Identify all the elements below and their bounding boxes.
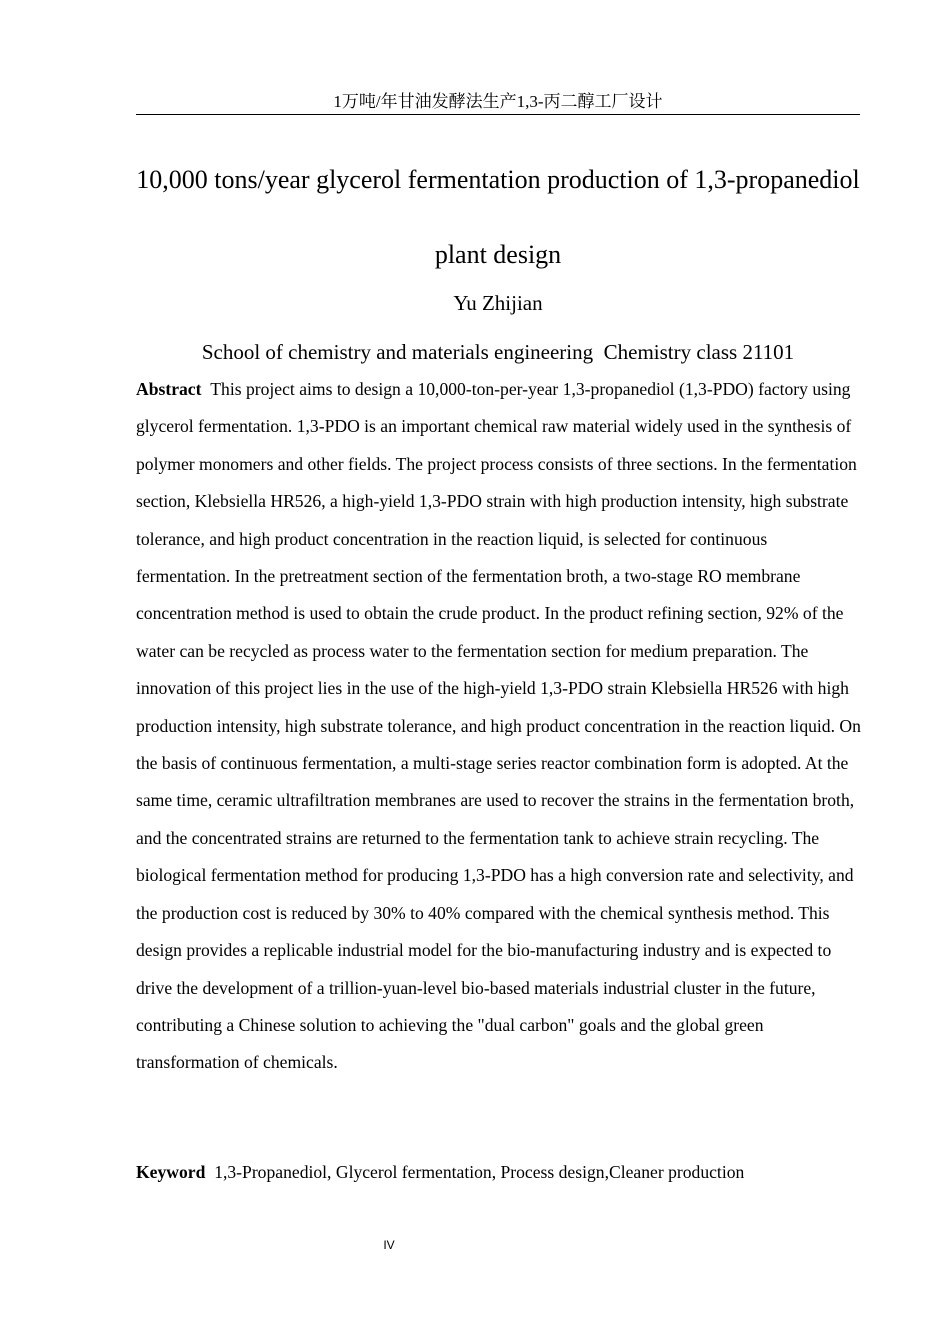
keywords-label: Keyword	[136, 1162, 206, 1182]
keywords	[136, 1156, 864, 1188]
running-header	[136, 90, 860, 115]
author-name: Yu Zhijian	[453, 291, 543, 315]
abstract	[136, 371, 864, 1082]
running-title: 1万吨/年甘油发酵法生产1,3-丙二醇工厂设计	[333, 92, 663, 111]
affiliation: School of chemistry and materials engineering Chemistry class 21101	[201, 340, 795, 364]
abstract-text: This project aims to design a 10,000-ton-per-year 1,3-propanediol (1,3-PDO) factory using glycerol fermentation. 1,3-PDO is an important chemical raw material widely used in the synthesis of polymer monomers and other fields. The project process consists of three sections. In the fermentation section, Klebsiella HR526, a high-yield 1,3-PDO strain with high production intensity, high substrate tolerance, and high product concentration in the reaction liquid, is selected for continuous fermentation. In the pretreatment section of the fermentation broth, a two-stage RO membrane concentration method is used to obtain the crude product. In the product refining section, 92% of the water can be recycled as process water to the fermentation section for medium preparation. The innovation of this project lies in the use of the high-yield 1,3-PDO strain Klebsiella HR526 with high production intensity, high substrate tolerance, and high product concentration in the reaction liquid. On the basis of continuous fermentation, a multi-stage series reactor combination form is adopted. At the same time, ceramic ultrafiltration membranes are used to recover the strains in the fermentation broth, and the concentrated strains are returned to the fermentation tank to achieve strain recycling. The biological fermentation method for producing 1,3-PDO has a high conversion rate and selectivity, and the production cost is reduced by 30% to 40% compared with the chemical synthesis method. This design provides a replicable industrial model for the bio-manufacturing industry and is expected to drive the development of a trillion-yuan-level bio-based materials industrial cluster in the future, contributing a Chinese solution to achieving the "dual carbon" goals and the global green transformation of chemicals.	[136, 379, 861, 1073]
page-number: IV	[383, 1238, 395, 1252]
keywords-text: 1,3-Propanediol, Glycerol fermentation, Process design,Cleaner production	[214, 1162, 745, 1182]
paper-title: 10,000 tons/year glycerol fermentation production of 1,3-propanediol plant design	[136, 165, 860, 269]
abstract-label: Abstract	[136, 379, 202, 399]
